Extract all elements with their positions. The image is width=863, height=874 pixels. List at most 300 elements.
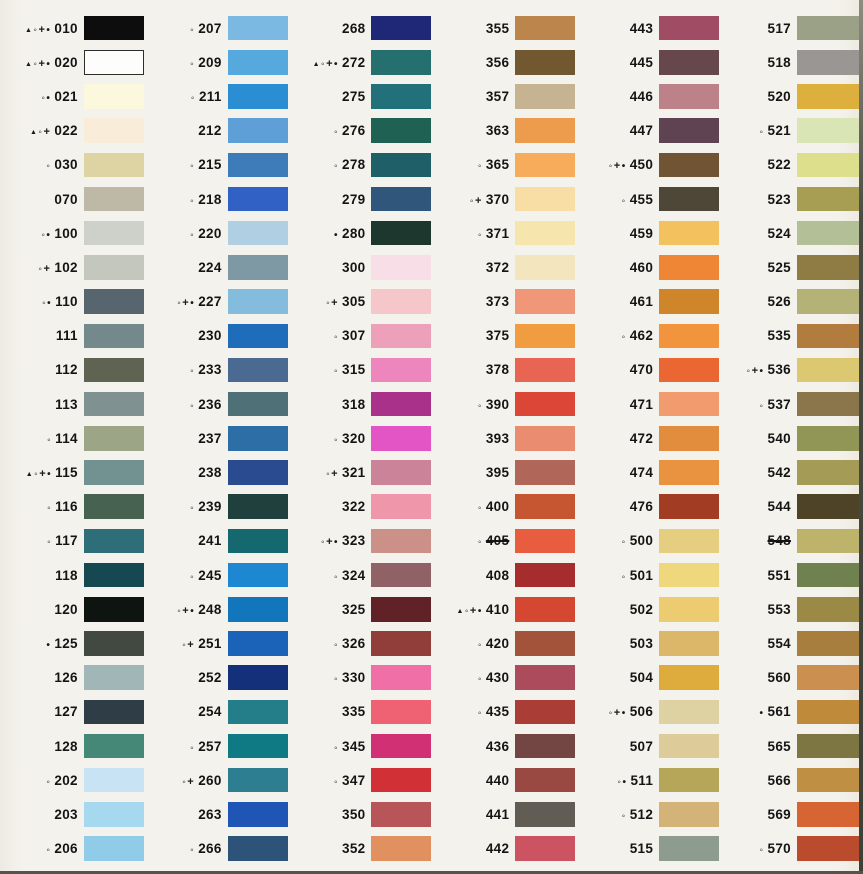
color-row-436	[431, 729, 575, 763]
availability-symbols: ◦•	[617, 776, 628, 788]
color-swatch-565	[797, 734, 863, 759]
color-swatch-209	[228, 50, 288, 75]
color-row-363	[431, 114, 575, 148]
color-code: 461	[629, 294, 654, 310]
availability-symbols: ◦	[190, 161, 196, 173]
color-row-118	[0, 558, 144, 592]
color-swatch-535	[797, 324, 863, 349]
color-row-202	[0, 763, 144, 797]
color-label-524	[719, 226, 797, 241]
color-code: 542	[767, 465, 791, 481]
color-code: 474	[629, 465, 654, 481]
availability-symbols: ▲◦+•	[456, 604, 483, 617]
color-code: 357	[485, 88, 510, 104]
color-swatch-352	[371, 836, 431, 861]
availability-symbols: ◦	[334, 674, 340, 686]
color-row-370	[431, 182, 575, 216]
color-row-320	[288, 421, 432, 455]
column-3	[288, 11, 432, 874]
color-code: 395	[485, 465, 510, 481]
column-2	[144, 11, 288, 874]
availability-symbols: ◦	[334, 571, 340, 583]
availability-symbols: ◦	[190, 400, 196, 412]
color-row-257	[144, 729, 288, 763]
color-swatch-325	[371, 597, 431, 622]
color-label-305	[288, 294, 372, 309]
color-row-203	[0, 797, 144, 831]
color-swatch-347	[371, 768, 431, 793]
availability-symbols: ◦	[621, 332, 627, 344]
color-label-248	[144, 602, 228, 617]
color-swatch-446	[659, 84, 719, 109]
color-label-569	[719, 807, 797, 822]
color-label-272	[288, 55, 372, 70]
color-code: 553	[767, 601, 791, 617]
color-swatch-441	[515, 802, 575, 827]
color-code: 257	[198, 738, 222, 754]
color-label-535	[719, 328, 797, 343]
color-label-357	[431, 89, 515, 104]
color-code: 420	[485, 635, 510, 651]
color-swatch-461	[659, 289, 719, 314]
color-swatch-502	[659, 597, 719, 622]
color-swatch-553	[797, 597, 863, 622]
color-label-378	[431, 362, 515, 377]
color-code: 540	[767, 430, 791, 446]
color-swatch-102	[84, 255, 144, 280]
color-row-245	[144, 558, 288, 592]
color-label-347	[288, 773, 372, 788]
color-swatch-536	[797, 358, 863, 383]
color-swatch-318	[371, 392, 431, 417]
color-label-237	[144, 431, 228, 446]
availability-symbols: ◦	[46, 161, 52, 173]
color-code: 548	[767, 533, 791, 549]
color-row-212	[144, 114, 288, 148]
color-row-326	[288, 626, 432, 660]
color-row-322	[288, 490, 432, 524]
color-row-330	[288, 661, 432, 695]
color-row-442	[431, 832, 575, 866]
color-row-350	[288, 797, 432, 831]
color-swatch-236	[228, 392, 288, 417]
color-label-515	[575, 841, 659, 856]
availability-symbols: ▲◦+	[29, 126, 52, 139]
color-code: 390	[485, 396, 510, 412]
color-code: 117	[55, 533, 78, 549]
color-row-518	[719, 45, 863, 79]
color-code: 218	[198, 191, 222, 207]
color-code: 535	[767, 328, 791, 344]
color-swatch-525	[797, 255, 863, 280]
color-swatch-357	[515, 84, 575, 109]
color-label-500	[575, 533, 659, 548]
color-swatch-445	[659, 50, 719, 75]
color-row-345	[288, 729, 432, 763]
color-code: 405	[485, 533, 510, 549]
color-label-521	[719, 123, 797, 138]
color-swatch-218	[228, 187, 288, 212]
color-row-307	[288, 319, 432, 353]
color-label-518	[719, 55, 797, 70]
color-code: 030	[54, 157, 78, 173]
color-code: 266	[198, 841, 222, 857]
color-row-476	[575, 490, 719, 524]
color-swatch-280	[371, 221, 431, 246]
color-row-227	[144, 285, 288, 319]
color-row-440	[431, 763, 575, 797]
color-label-212	[144, 123, 228, 138]
color-label-395	[431, 465, 515, 480]
color-code: 500	[629, 533, 654, 549]
availability-symbols: ◦	[477, 639, 483, 651]
availability-symbols: ◦	[190, 503, 196, 515]
color-label-251	[144, 636, 228, 651]
color-label-211	[144, 89, 228, 104]
availability-symbols: ◦	[759, 845, 765, 857]
color-code: 445	[629, 54, 654, 70]
column-5	[575, 11, 719, 874]
color-row-347	[288, 763, 432, 797]
color-row-126	[0, 661, 144, 695]
color-swatch-112	[84, 358, 144, 383]
color-code: 566	[767, 772, 791, 788]
color-code: 230	[198, 328, 222, 344]
color-row-524	[719, 216, 863, 250]
color-label-522	[719, 157, 797, 172]
color-label-257	[144, 739, 228, 754]
color-code: 112	[55, 362, 78, 378]
color-label-110	[0, 294, 84, 309]
color-row-318	[288, 387, 432, 421]
column-6	[719, 11, 863, 874]
color-code: 501	[629, 567, 654, 583]
availability-symbols: ◦	[190, 366, 196, 378]
color-label-440	[431, 773, 515, 788]
color-code: 470	[629, 362, 654, 378]
color-code: 211	[198, 88, 222, 104]
color-label-525	[719, 260, 797, 275]
color-row-215	[144, 148, 288, 182]
color-label-544	[719, 499, 797, 514]
color-code: 503	[629, 635, 654, 651]
color-swatch-207	[228, 16, 288, 41]
color-row-535	[719, 319, 863, 353]
color-code: 278	[342, 157, 366, 173]
color-code: 355	[485, 20, 510, 36]
color-code: 020	[54, 54, 78, 70]
color-row-236	[144, 387, 288, 421]
color-label-536	[719, 362, 797, 377]
color-code: 523	[767, 191, 791, 207]
color-label-230	[144, 328, 228, 343]
color-row-474	[575, 455, 719, 489]
color-swatch-390	[515, 392, 575, 417]
color-row-395	[431, 455, 575, 489]
color-code: 512	[629, 806, 654, 822]
color-code: 236	[198, 396, 222, 412]
color-code: 330	[342, 670, 366, 686]
color-row-220	[144, 216, 288, 250]
color-swatch-266	[228, 836, 288, 861]
color-code: 300	[342, 259, 366, 275]
color-swatch-405	[515, 529, 575, 554]
color-row-237	[144, 421, 288, 455]
color-code: 318	[342, 396, 366, 412]
color-row-260	[144, 763, 288, 797]
color-label-373	[431, 294, 515, 309]
color-code: 239	[198, 499, 222, 515]
color-label-263	[144, 807, 228, 822]
color-swatch-373	[515, 289, 575, 314]
color-row-110	[0, 285, 144, 319]
color-code: 410	[485, 601, 510, 617]
color-row-300	[288, 250, 432, 284]
color-swatch-111	[84, 324, 144, 349]
color-code: 113	[55, 396, 78, 412]
availability-symbols: ◦	[477, 537, 483, 549]
availability-symbols: ◦	[334, 742, 340, 754]
color-row-537	[719, 387, 863, 421]
availability-symbols: ◦	[47, 434, 53, 446]
color-swatch-471	[659, 392, 719, 417]
availability-symbols: ◦	[190, 845, 196, 857]
color-swatch-521	[797, 118, 863, 143]
color-row-500	[575, 524, 719, 558]
color-row-520	[719, 79, 863, 113]
color-code: 408	[485, 567, 510, 583]
color-row-356	[431, 45, 575, 79]
availability-symbols: ◦+	[326, 297, 340, 310]
availability-symbols: ◦	[334, 161, 340, 173]
color-row-551	[719, 558, 863, 592]
color-row-523	[719, 182, 863, 216]
color-label-330	[288, 670, 372, 685]
color-code: 370	[485, 191, 510, 207]
availability-symbols: •	[334, 229, 340, 241]
color-label-070	[0, 192, 84, 207]
color-row-128	[0, 729, 144, 763]
color-swatch-203	[84, 802, 144, 827]
color-row-536	[719, 353, 863, 387]
color-row-470	[575, 353, 719, 387]
availability-symbols: ◦	[334, 639, 340, 651]
color-row-209	[144, 45, 288, 79]
color-row-266	[144, 832, 288, 866]
color-label-112	[0, 362, 84, 377]
availability-symbols: ◦	[477, 229, 483, 241]
color-code: 435	[485, 704, 510, 720]
color-swatch-248	[228, 597, 288, 622]
color-row-365	[431, 148, 575, 182]
availability-symbols: ◦	[621, 195, 627, 207]
color-label-355	[431, 21, 515, 36]
color-code: 070	[54, 191, 78, 207]
color-swatch-504	[659, 665, 719, 690]
color-label-206	[0, 841, 84, 856]
color-code: 436	[485, 738, 510, 754]
color-label-280	[288, 226, 372, 241]
color-label-325	[288, 602, 372, 617]
color-label-322	[288, 499, 372, 514]
color-row-020	[0, 45, 144, 79]
color-swatch-447	[659, 118, 719, 143]
color-swatch-300	[371, 255, 431, 280]
color-code: 504	[629, 670, 654, 686]
color-swatch-305	[371, 289, 431, 314]
color-swatch-569	[797, 802, 863, 827]
color-swatch-470	[659, 358, 719, 383]
color-swatch-430	[515, 665, 575, 690]
color-label-476	[575, 499, 659, 514]
color-code: 537	[767, 396, 791, 412]
color-row-224	[144, 250, 288, 284]
color-label-114	[0, 431, 84, 446]
color-label-307	[288, 328, 372, 343]
color-swatch-020	[84, 50, 144, 75]
color-code: 363	[485, 123, 510, 139]
color-swatch-408	[515, 563, 575, 588]
availability-symbols: ◦	[190, 92, 196, 104]
color-row-239	[144, 490, 288, 524]
color-row-472	[575, 421, 719, 455]
color-swatch-363	[515, 118, 575, 143]
color-code: 120	[54, 601, 78, 617]
color-code: 322	[342, 499, 366, 515]
color-label-462	[575, 328, 659, 343]
availability-symbols: ◦	[477, 400, 483, 412]
color-swatch-350	[371, 802, 431, 827]
color-label-502	[575, 602, 659, 617]
color-row-241	[144, 524, 288, 558]
color-row-441	[431, 797, 575, 831]
color-swatch-345	[371, 734, 431, 759]
color-code: 440	[485, 772, 510, 788]
color-code: 279	[342, 191, 366, 207]
color-swatch-537	[797, 392, 863, 417]
color-row-410	[431, 592, 575, 626]
color-label-445	[575, 55, 659, 70]
color-label-218	[144, 192, 228, 207]
color-code: 350	[342, 806, 366, 822]
color-row-462	[575, 319, 719, 353]
color-label-227	[144, 294, 228, 309]
color-label-118	[0, 568, 84, 583]
color-row-553	[719, 592, 863, 626]
color-row-560	[719, 661, 863, 695]
color-swatch-370	[515, 187, 575, 212]
color-label-523	[719, 192, 797, 207]
color-label-113	[0, 397, 84, 412]
color-code: 324	[342, 567, 366, 583]
color-code: 203	[54, 806, 78, 822]
color-row-430	[431, 661, 575, 695]
availability-symbols: ◦	[334, 434, 340, 446]
color-row-127	[0, 695, 144, 729]
color-label-125	[0, 636, 84, 651]
color-code: 326	[342, 635, 366, 651]
color-row-102	[0, 250, 144, 284]
column-4	[431, 11, 575, 874]
color-swatch-241	[228, 529, 288, 554]
color-label-020	[0, 55, 84, 70]
color-label-100	[0, 226, 84, 241]
color-label-520	[719, 89, 797, 104]
availability-symbols: ◦+•	[746, 365, 765, 378]
color-swatch-202	[84, 768, 144, 793]
color-code: 442	[485, 841, 510, 857]
color-code: 476	[629, 499, 654, 515]
color-label-447	[575, 123, 659, 138]
color-code: 116	[55, 499, 78, 515]
color-swatch-211	[228, 84, 288, 109]
color-row-371	[431, 216, 575, 250]
color-row-111	[0, 319, 144, 353]
color-row-390	[431, 387, 575, 421]
color-label-254	[144, 704, 228, 719]
color-label-203	[0, 807, 84, 822]
color-label-207	[144, 21, 228, 36]
color-swatch-560	[797, 665, 863, 690]
color-code: 280	[342, 225, 366, 241]
color-code: 118	[55, 567, 78, 583]
color-row-521	[719, 114, 863, 148]
availability-symbols: ◦	[190, 195, 196, 207]
color-label-506	[575, 704, 659, 719]
availability-symbols: •	[46, 639, 52, 651]
color-row-321	[288, 455, 432, 489]
color-label-352	[288, 841, 372, 856]
color-row-355	[431, 11, 575, 45]
color-label-443	[575, 21, 659, 36]
color-code: 372	[485, 259, 510, 275]
color-row-280	[288, 216, 432, 250]
color-row-233	[144, 353, 288, 387]
availability-symbols: ◦	[477, 708, 483, 720]
color-label-238	[144, 465, 228, 480]
color-code: 263	[198, 806, 222, 822]
color-row-117	[0, 524, 144, 558]
color-row-408	[431, 558, 575, 592]
color-code: 506	[629, 704, 654, 720]
color-code: 375	[485, 328, 510, 344]
color-row-251	[144, 626, 288, 660]
color-swatch-239	[228, 494, 288, 519]
color-code: 371	[485, 225, 510, 241]
color-label-323	[288, 533, 372, 548]
color-label-375	[431, 328, 515, 343]
color-code: 220	[198, 225, 222, 241]
color-code: 441	[485, 806, 510, 822]
color-code: 224	[198, 259, 222, 275]
color-label-371	[431, 226, 515, 241]
color-label-553	[719, 602, 797, 617]
color-swatch-548	[797, 529, 863, 554]
color-swatch-278	[371, 153, 431, 178]
color-label-560	[719, 670, 797, 685]
color-label-350	[288, 807, 372, 822]
color-code: 202	[54, 772, 78, 788]
color-row-405	[431, 524, 575, 558]
color-swatch-322	[371, 494, 431, 519]
color-row-542	[719, 455, 863, 489]
color-swatch-220	[228, 221, 288, 246]
color-swatch-275	[371, 84, 431, 109]
color-swatch-371	[515, 221, 575, 246]
color-row-459	[575, 216, 719, 250]
color-swatch-021	[84, 84, 144, 109]
color-code: 347	[342, 772, 366, 788]
